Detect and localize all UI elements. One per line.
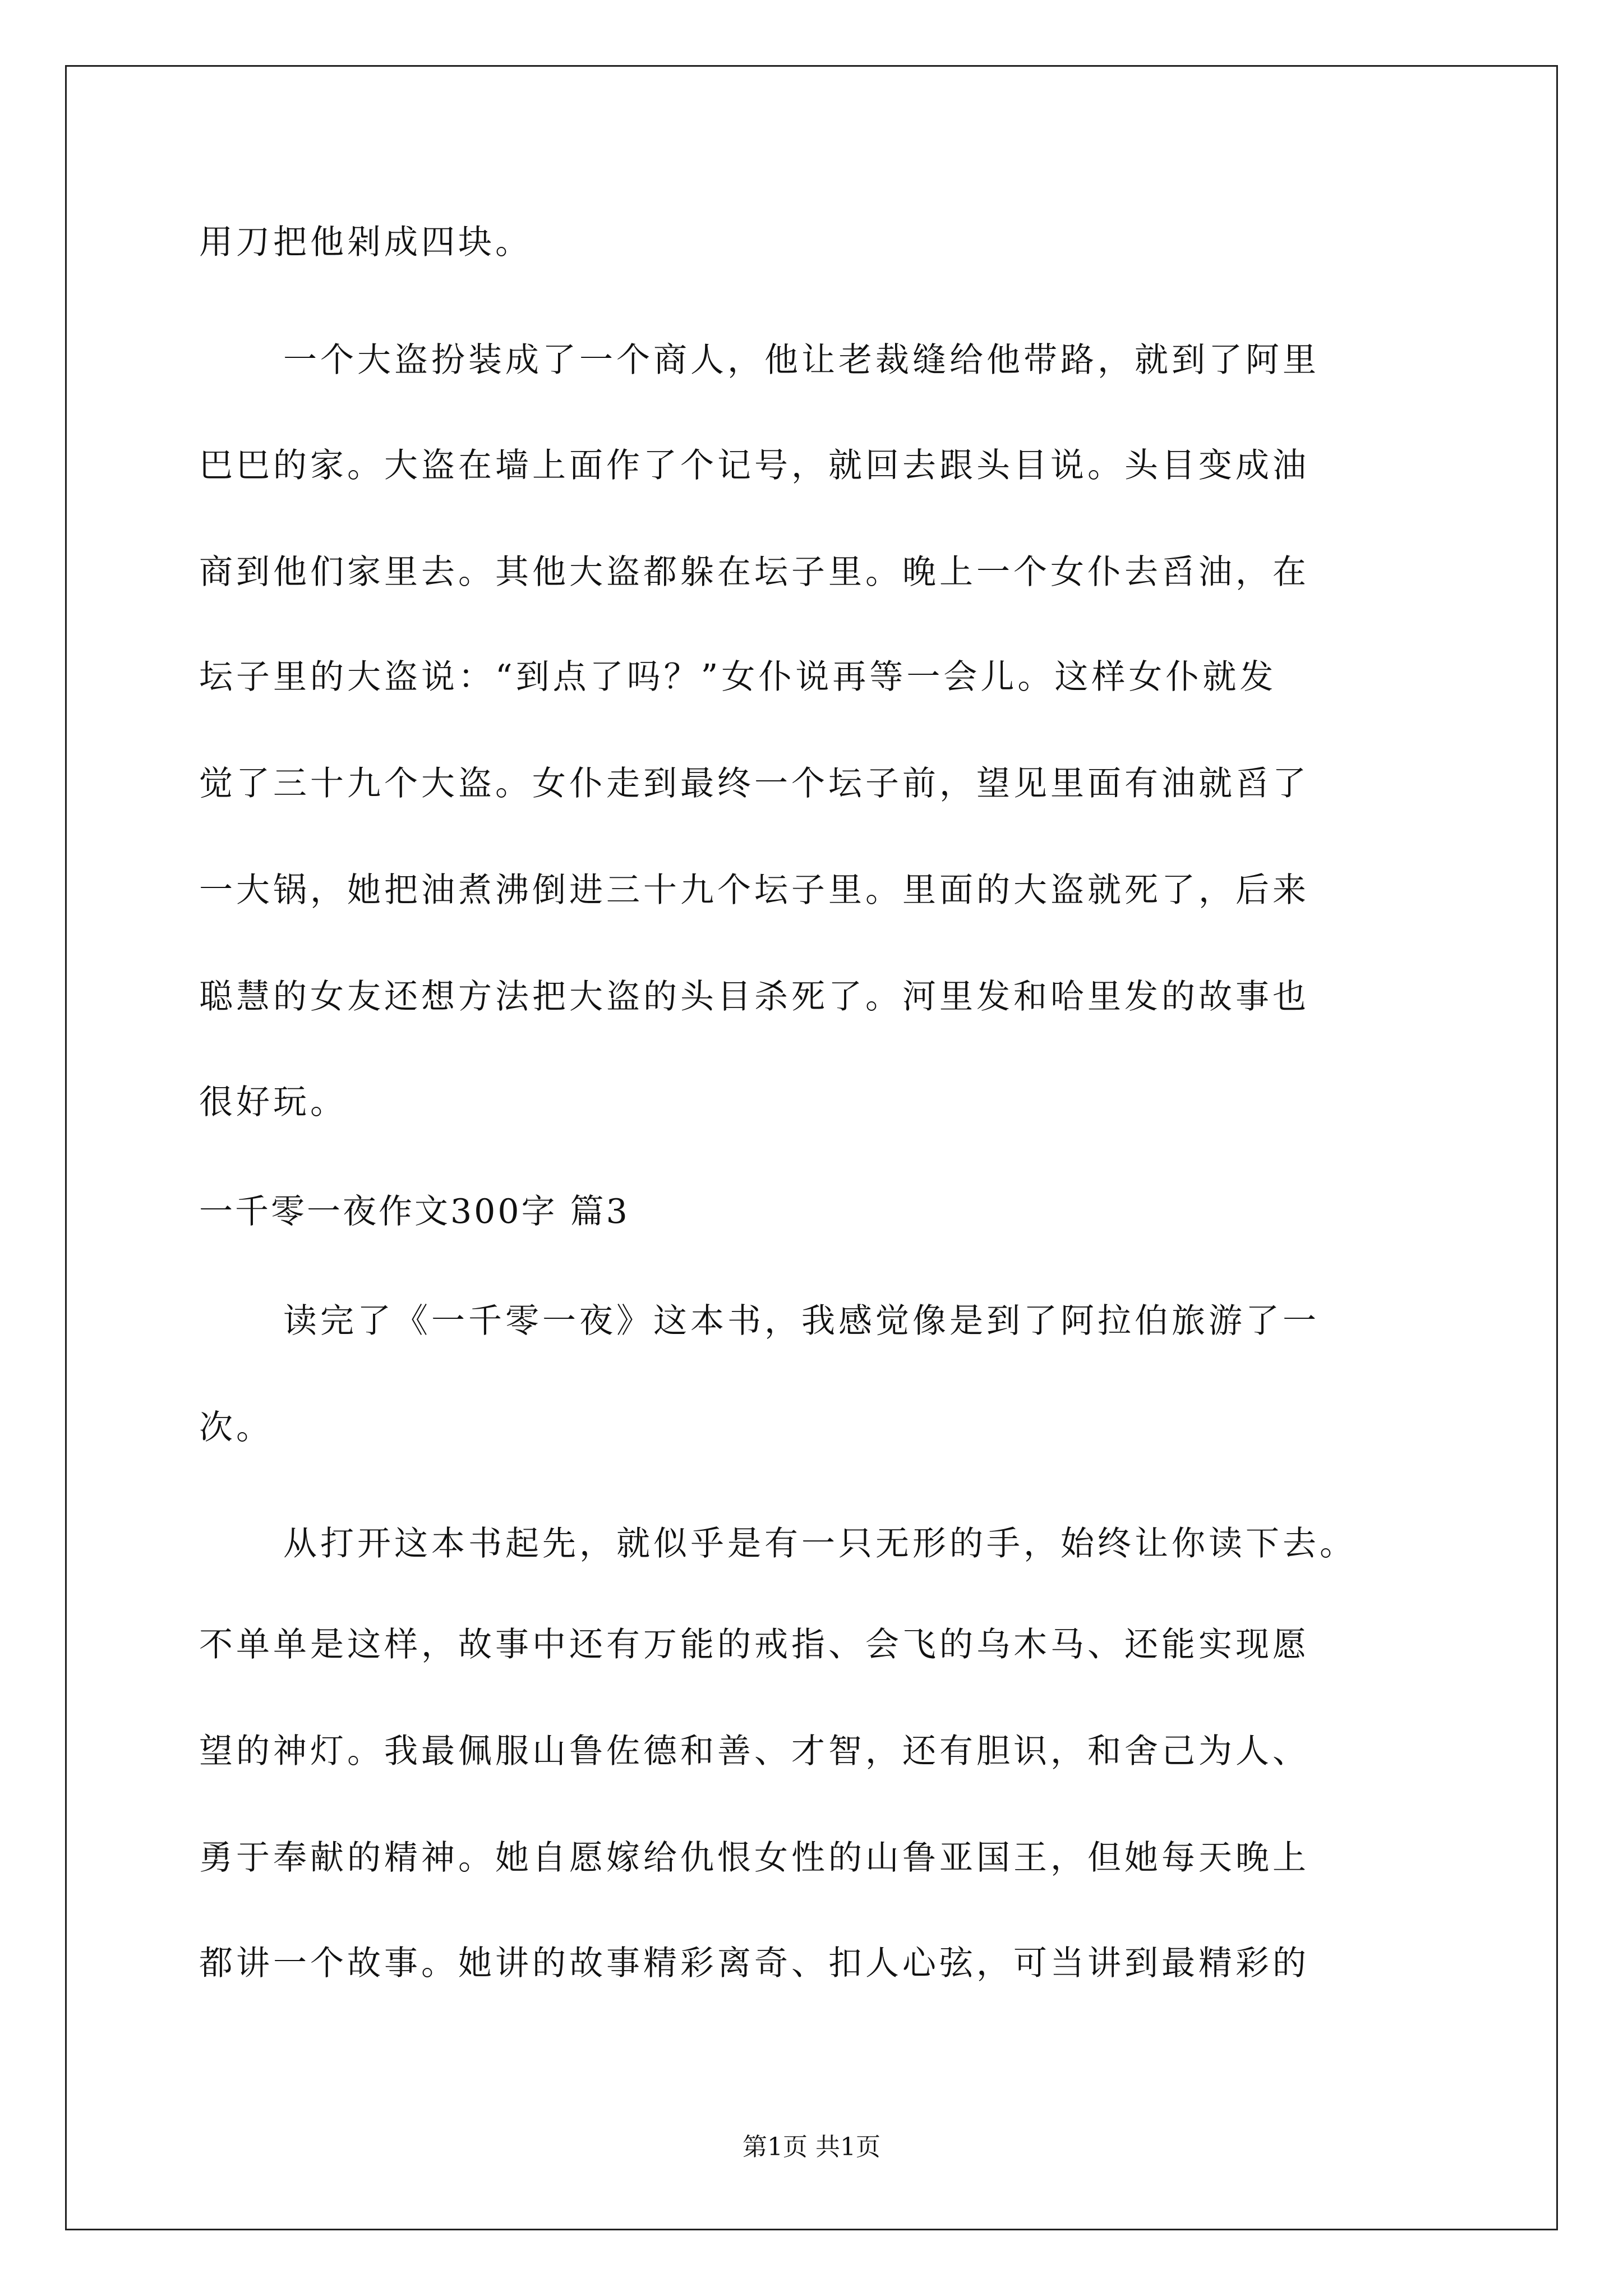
text-line-11: 次。 [199, 1408, 273, 1447]
text-line-5: 坛子里的大盗说：“到点了吗？”女仆说再等一会儿。这样女仆就发 [199, 657, 1277, 697]
text-line-12: 从打开这本书起先，就似乎是有一只无形的手，始终让你读下去。 [283, 1524, 1357, 1563]
text-line-4: 商到他们家里去。其他大盗都躲在坛子里。晚上一个女仆去舀油，在 [199, 553, 1310, 592]
text-line-10: 读完了《一千零一夜》这本书，我感觉像是到了阿拉伯旅游了一 [283, 1301, 1320, 1341]
text-line-13: 不单单是这样，故事中还有万能的戒指、会飞的乌木马、还能实现愿 [199, 1625, 1310, 1664]
text-line-6: 觉了三十九个大盗。女仆走到最终一个坛子前，望见里面有油就舀了 [199, 764, 1310, 803]
text-line-14: 望的神灯。我最佩服山鲁佐德和善、才智，还有胆识，和舍己为人、 [199, 1732, 1310, 1771]
section-heading: 一千零一夜作文300字 篇3 [199, 1192, 630, 1231]
text-line-16: 都讲一个故事。她讲的故事精彩离奇、扣人心弦，可当讲到最精彩的 [199, 1944, 1310, 1983]
text-line-3: 巴巴的家。大盗在墙上面作了个记号，就回去跟头目说。头目变成油 [199, 446, 1310, 485]
page-border [65, 65, 1558, 2230]
text-line-8: 聪慧的女友还想方法把大盗的头目杀死了。河里发和哈里发的故事也 [199, 977, 1310, 1016]
page-footer: 第1页 共1页 [743, 2133, 880, 2161]
text-line-15: 勇于奉献的精神。她自愿嫁给仇恨女性的山鲁亚国王，但她每天晚上 [199, 1838, 1310, 1878]
text-line-7: 一大锅，她把油煮沸倒进三十九个坛子里。里面的大盗就死了，后来 [199, 871, 1310, 910]
text-line-1: 用刀把他剁成四块。 [199, 223, 532, 262]
text-line-2: 一个大盗扮装成了一个商人，他让老裁缝给他带路，就到了阿里 [283, 341, 1320, 380]
text-line-9: 很好玩。 [199, 1083, 347, 1122]
